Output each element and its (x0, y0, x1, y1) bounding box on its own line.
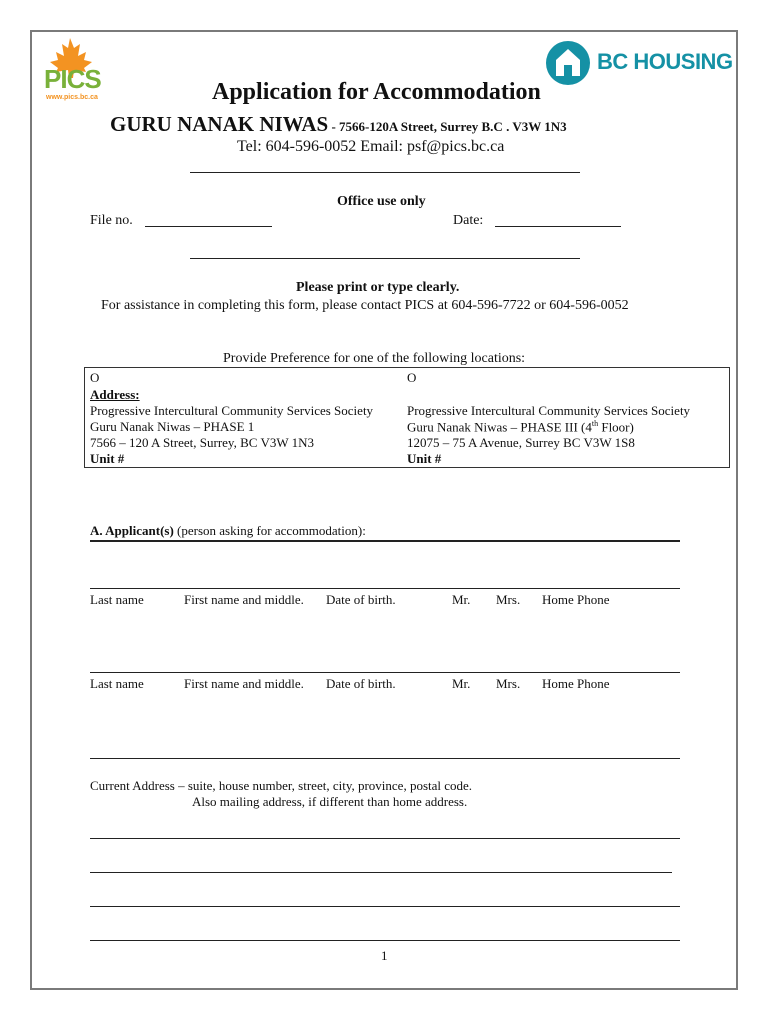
section-a-heading (90, 523, 366, 539)
divider (190, 172, 580, 173)
mrs-label: Mrs. (496, 676, 521, 691)
applicant-1-field[interactable] (90, 588, 680, 589)
contact-line: Tel: 604-596-0052 Email: psf@pics.bc.ca (237, 138, 505, 155)
current-address-field[interactable] (90, 758, 680, 759)
location-2-phase-suffix: Floor) (598, 419, 634, 435)
section-a-rule (90, 540, 680, 542)
applicant-2-field[interactable] (90, 672, 680, 673)
pics-logo-text: PICS (44, 64, 101, 94)
file-no-field[interactable] (145, 226, 272, 227)
address-line-3[interactable] (90, 906, 680, 907)
org-line (110, 112, 567, 137)
mr-label: Mr. (452, 592, 471, 607)
last-name-label: Last name (90, 592, 144, 607)
first-name-label: First name and middle. (184, 592, 304, 607)
house-icon (545, 40, 591, 86)
mr-label: Mr. (452, 676, 471, 691)
page-border (30, 30, 738, 990)
page-title: Application for Accommodation (212, 79, 541, 105)
org-name: GURU NANAK NIWAS (110, 112, 329, 136)
address-label: Address: (90, 387, 140, 402)
section-a-description: (person asking for accommodation): (173, 523, 366, 538)
mailing-address-label: Also mailing address, if different than home address. (192, 794, 468, 809)
location-1-street: 7566 – 120 A Street, Surrey, BC V3W 1N3 (90, 435, 315, 450)
date-label: Date: (453, 213, 484, 228)
preference-heading: Provide Preference for one of the following locations: (223, 351, 526, 366)
dob-label: Date of birth. (326, 592, 396, 607)
pics-logo (40, 36, 106, 106)
home-phone-label: Home Phone (542, 676, 610, 691)
location-2-society: Progressive Intercultural Community Services Society (407, 403, 691, 418)
location-1-option[interactable]: O (90, 370, 100, 385)
location-1-society: Progressive Intercultural Community Services Society (90, 403, 374, 418)
location-2-phase-sup: th (591, 419, 599, 428)
divider (190, 258, 580, 259)
location-2-phase (407, 419, 634, 435)
location-2-street: 12075 – 75 A Avenue, Surrey BC V3W 1S8 (407, 435, 635, 450)
page-number: 1 (381, 948, 388, 963)
location-2-phase-prefix: Guru Nanak Niwas – PHASE III (4 (407, 419, 592, 435)
address-line-4[interactable] (90, 940, 680, 941)
home-phone-label: Home Phone (542, 592, 610, 607)
file-no-label: File no. (90, 213, 133, 228)
location-1-unit: Unit # (90, 451, 125, 466)
mrs-label: Mrs. (496, 592, 521, 607)
dob-label: Date of birth. (326, 676, 396, 691)
office-use-heading: Office use only (337, 194, 426, 209)
print-clearly-note: Please print or type clearly. (296, 280, 460, 295)
location-2-unit: Unit # (407, 451, 442, 466)
location-1-phase: Guru Nanak Niwas – PHASE 1 (90, 419, 255, 434)
last-name-label: Last name (90, 676, 144, 691)
org-address: - 7566-120A Street, Surrey B.C . V3W 1N3 (328, 119, 567, 134)
date-field[interactable] (495, 226, 621, 227)
first-name-label: First name and middle. (184, 676, 304, 691)
assistance-note: For assistance in completing this form, please contact PICS at 604-596-7722 or 604-596-0052 (101, 298, 629, 313)
address-line-1[interactable] (90, 838, 680, 839)
current-address-label: Current Address – suite, house number, street, city, province, postal code. (90, 778, 473, 793)
location-2-option[interactable]: O (407, 370, 417, 385)
address-line-2[interactable] (90, 872, 672, 873)
pics-url: www.pics.bc.ca (46, 94, 98, 101)
section-a-label: A. Applicant(s) (90, 523, 174, 538)
bc-housing-text: BC HOUSING (597, 49, 733, 74)
bc-housing-logo (545, 40, 740, 86)
